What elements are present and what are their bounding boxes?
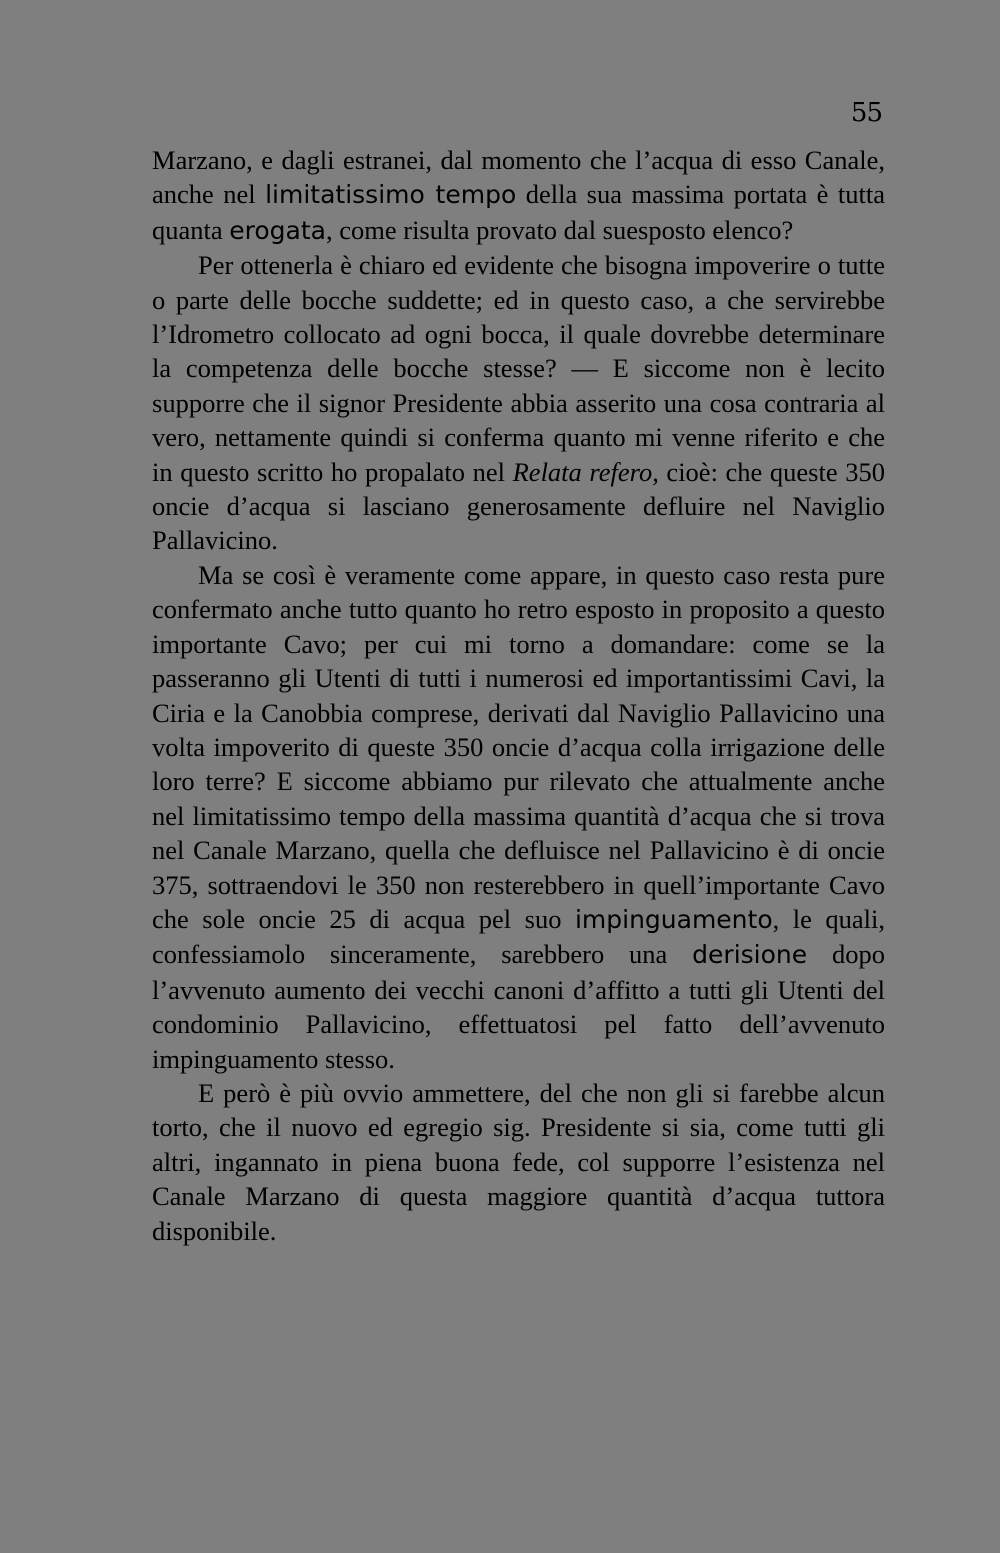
emphasized-text: limitatissimo tempo <box>265 180 517 210</box>
body-text <box>152 143 885 1248</box>
text-segment: , come risulta provato dal suesposto elenco? <box>325 214 794 245</box>
text-segment: dopo l’avvenuto aumento dei vecchi canoni d’affitto a tutti gli Utenti del condominio Pallavicino, effettuatosi pel fatto dell’avvenuto impinguamento stesso. <box>152 939 885 1074</box>
text-segment: Per ottenerla è chiaro ed evidente che bisogna impoverire o tutte o parte delle bocche suddette; ed in questo caso, a che servirebbe l’Idrometro collocato ad ogni bocca, il quale dovrebbe determinare la competenza delle bocche stesse? — E siccome non è lecito supporre che il signor Presidente abbia asserito una cosa contraria al vero, nettamente quindi si conferma quanto mi venne riferito e che in questo scritto ho propalato nel <box>152 250 885 487</box>
emphasized-text: erogata <box>229 215 326 245</box>
emphasized-text: derisione <box>692 940 808 970</box>
paragraph-4 <box>152 1076 885 1248</box>
italic-title: Relata refero, <box>512 456 659 487</box>
text-segment: cioè: che queste 350 oncie d’acqua si lasciano generosamente defluire nel Naviglio Pallavicino. <box>152 456 885 556</box>
text-segment: della sua massima portata è tutta quanta <box>152 179 885 245</box>
emphasized-text: impinguamento <box>574 904 773 934</box>
text-segment: Marzano, e dagli estranei, dal momento che l’acqua di esso Canale, anche nel <box>152 145 885 210</box>
page-number: 55 <box>850 98 882 128</box>
paragraph-2 <box>152 248 885 558</box>
text-segment: Ma se così è veramente come appare, in questo caso resta pure confermato anche tutto quanto ho retro esposto in proposito a questo importante Cavo; per cui mi torno a domandare: come se la passeranno gli Utenti di tutti i numerosi ed importantissimi Cavi, la Ciria e la Canobbia comprese, derivati dal Naviglio Pallavicino una volta impoverito di queste 350 oncie d’acqua colla irrigazione delle loro terre? E siccome abbiamo pur rilevato che attualmente anche nel limitatissimo tempo della massima quantità d’acqua che si trova nel Canale Marzano, quella che defluisce nel Pallavicino è di oncie 375, sottraendovi le 350 non resterebbero in quell’importante Cavo che sole oncie 25 di acqua pel suo <box>152 559 885 934</box>
text-segment: E però è più ovvio ammettere, del che non gli si farebbe alcun torto, che il nuovo ed egregio sig. Presidente si sia, come tutti gli altri, ingannato in piena buona fede, col supporre l’esistenza nel Canale Marzano di questa maggiore quantità d’acqua tuttora disponibile. <box>152 1077 885 1246</box>
paragraph-3 <box>152 558 885 1076</box>
text-segment: , le quali, confessiamolo sinceramente, sarebbero una <box>152 903 885 970</box>
paragraph-1 <box>152 143 885 248</box>
